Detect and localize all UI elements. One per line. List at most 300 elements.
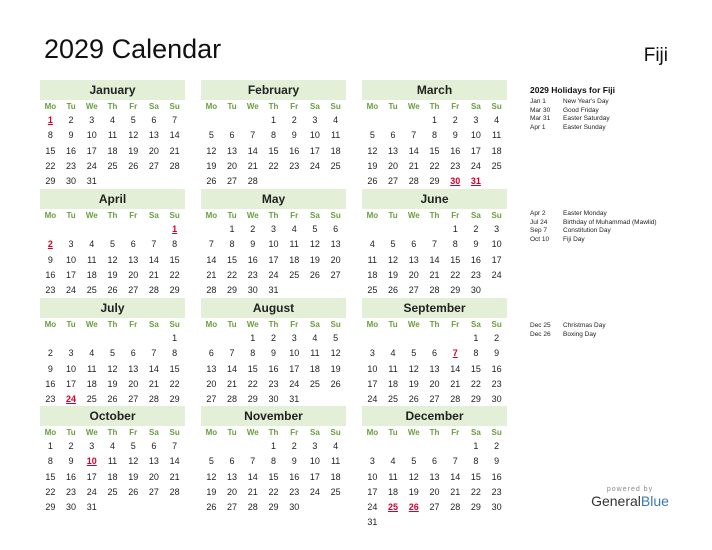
holiday-group [530,98,700,132]
day-cell: 14 [429,254,440,265]
holiday-row [530,115,700,124]
day-cell: 18 [388,378,399,389]
day-cell: 12 [388,254,399,265]
day-cell: 7 [151,348,157,359]
day-cell: 9 [473,239,479,250]
holiday-day: 2 [47,239,53,250]
day-cell: 31 [86,502,97,513]
day-cell: 21 [206,269,217,280]
day-cell: 25 [491,160,502,171]
day-cell: 5 [312,224,318,234]
weekday-label: Sa [471,211,481,220]
day-cell: 10 [470,130,481,141]
day-cell: 4 [390,348,396,359]
day-cell: 26 [408,394,419,405]
day-cell: 7 [452,456,458,467]
day-cell: 28 [450,394,461,405]
day-cell: 29 [45,176,56,187]
day-cell: 4 [109,115,115,125]
day-cell: 3 [369,348,375,359]
day-cell: 9 [291,456,297,467]
day-cell: 19 [128,471,139,482]
day-cell: 27 [408,285,419,296]
day-cell: 26 [388,285,399,296]
day-cell: 21 [148,269,159,280]
day-cell: 31 [367,517,378,528]
day-cell: 27 [227,502,238,513]
month-name: January [40,80,185,100]
day-cell: 28 [227,394,238,405]
day-cell: 22 [268,160,279,171]
day-cell: 24 [86,160,97,171]
day-cell: 3 [312,115,318,125]
day-cell: 14 [169,456,180,467]
day-cell: 9 [68,456,74,467]
day-cell: 1 [250,333,256,343]
holiday-day: 24 [66,394,77,405]
day-cell: 12 [206,471,217,482]
day-cell: 1 [270,441,276,451]
day-cell: 11 [330,130,341,141]
day-cell: 30 [66,176,77,187]
day-cell: 25 [289,269,300,280]
day-cell: 1 [431,115,437,125]
day-cell: 4 [109,441,115,451]
day-cell: 17 [491,254,502,265]
day-cell: 8 [473,456,479,467]
day-cell: 17 [470,145,481,156]
holiday-date: Apr 1 [530,123,546,131]
day-cell: 6 [151,441,157,451]
day-cell: 20 [227,160,238,171]
day-cell: 25 [86,285,97,296]
day-cell: 21 [169,471,180,482]
holiday-date: Mar 31 [530,115,551,122]
day-cell: 27 [330,269,341,280]
day-cell: 8 [270,456,276,467]
empty-day [123,222,144,237]
day-cell: 26 [128,160,139,171]
day-cell: 2 [291,441,297,451]
day-cell: 30 [66,502,77,513]
day-cell: 17 [86,145,97,156]
weekday-label: Fr [129,320,138,329]
day-cell: 7 [250,456,256,467]
day-cell: 7 [250,130,256,141]
weekday-label: Mo [44,211,57,220]
empty-day [144,331,165,346]
day-cell: 13 [128,363,139,374]
month-name: June [362,189,507,209]
day-cell: 16 [45,378,56,389]
day-cell: 22 [470,486,481,497]
day-cell: 5 [369,130,375,141]
day-cell: 27 [148,160,159,171]
day-cell: 2 [473,224,479,234]
month-january [40,80,185,189]
day-cell: 15 [268,145,279,156]
day-cell: 1 [47,441,53,451]
day-cell: 18 [491,145,502,156]
holiday-date: Dec 26 [530,330,551,338]
day-cell: 7 [229,348,235,359]
day-cell: 4 [89,239,95,250]
empty-day [201,222,222,237]
day-cell: 3 [68,348,74,359]
day-cell: 3 [89,441,95,451]
day-cell: 7 [172,441,178,451]
weekday-label: Sa [471,102,481,111]
holiday-row [530,107,700,116]
day-cell: 3 [312,441,318,451]
day-cell: 7 [208,239,214,250]
day-cell: 24 [367,394,378,405]
day-cell: 2 [250,224,256,234]
day-cell: 14 [169,130,180,141]
day-cell: 22 [45,160,56,171]
weekday-label: We [246,320,259,329]
day-cell: 5 [109,239,115,250]
day-cell: 14 [450,363,461,374]
day-cell: 17 [66,269,77,280]
day-cell: 20 [148,471,159,482]
day-cell: 26 [107,285,118,296]
day-cell: 15 [470,363,481,374]
day-cell: 12 [128,456,139,467]
day-cell: 14 [227,363,238,374]
weekday-label: We [246,102,259,111]
day-cell: 23 [45,394,56,405]
day-cell: 20 [429,486,440,497]
weekday-label: Fr [451,211,460,220]
holidays-title: 2029 Holidays for Fiji [530,85,616,95]
day-cell: 11 [107,130,118,141]
day-cell: 3 [494,224,500,234]
month-april [40,189,185,314]
empty-day [61,331,82,346]
day-cell: 24 [86,486,97,497]
day-cell: 28 [169,160,180,171]
day-cell: 6 [411,239,417,250]
holiday-date: Mar 30 [530,106,551,114]
day-cell: 13 [227,145,238,156]
day-cell: 21 [408,160,419,171]
weekday-label: Sa [149,102,159,111]
month-name: July [40,298,185,318]
day-cell: 24 [268,269,279,280]
day-cell: 25 [86,394,97,405]
weekday-label: Th [107,211,118,220]
day-cell: 1 [473,333,479,343]
weekday-label: Mo [205,320,218,329]
holiday-date: Oct 10 [530,235,550,243]
weekday-label: Tu [388,428,398,437]
day-cell: 5 [390,239,396,250]
day-cell: 14 [450,471,461,482]
holiday-day: 25 [388,502,399,513]
weekday-label: We [407,320,420,329]
weekday-label: Tu [227,320,237,329]
day-cell: 11 [107,456,118,467]
brand-logo [588,486,672,509]
day-cell: 29 [450,285,461,296]
weekday-label: Sa [310,102,320,111]
day-cell: 10 [289,348,300,359]
day-cell: 15 [470,471,481,482]
holiday-day: 1 [172,224,178,234]
day-cell: 30 [247,285,258,296]
day-cell: 17 [66,378,77,389]
day-cell: 11 [330,456,341,467]
empty-day [424,439,445,454]
day-cell: 4 [494,115,500,125]
holiday-group [530,210,700,244]
holiday-day: 10 [86,456,97,467]
day-cell: 19 [107,378,118,389]
empty-day [424,222,445,237]
day-cell: 21 [247,160,258,171]
empty-day [383,222,404,237]
weekday-label: Tu [66,211,76,220]
month-july [40,298,185,423]
empty-day [222,439,243,454]
weekday-label: We [246,211,259,220]
day-cell: 28 [247,176,258,187]
day-cell: 10 [268,239,279,250]
empty-day [123,331,144,346]
day-cell: 18 [289,254,300,265]
day-cell: 15 [247,363,258,374]
day-cell: 15 [169,254,180,265]
weekday-label: Sa [149,211,159,220]
empty-day [403,439,424,454]
weekday-label: Sa [149,320,159,329]
day-cell: 16 [491,363,502,374]
day-cell: 10 [309,456,320,467]
holiday-day: 26 [408,502,419,513]
weekday-label: Sa [471,320,481,329]
day-cell: 12 [107,254,118,265]
month-december [362,406,507,531]
weekday-label: Tu [388,211,398,220]
holiday-date: Jul 24 [530,218,548,226]
weekday-label: Mo [366,102,379,111]
day-cell: 7 [411,130,417,141]
holiday-name: Easter Monday [563,210,607,217]
day-cell: 25 [330,160,341,171]
day-cell: 19 [128,145,139,156]
weekday-label: Sa [310,428,320,437]
weekday-label: Fr [129,428,138,437]
empty-day [242,113,263,128]
day-cell: 1 [270,115,276,125]
day-cell: 18 [86,269,97,280]
weekday-label: Th [268,428,279,437]
day-cell: 3 [68,239,74,250]
weekday-label: Fr [290,320,299,329]
day-cell: 8 [473,348,479,359]
day-cell: 25 [107,160,118,171]
day-cell: 29 [429,176,440,187]
weekday-label: Th [268,320,279,329]
day-cell: 5 [208,456,214,467]
weekday-label: Fr [451,102,460,111]
page-title: 2029 Calendar [44,34,222,64]
weekday-label: Su [491,428,502,437]
day-cell: 10 [66,363,77,374]
day-cell: 11 [388,471,398,482]
day-cell: 16 [66,145,77,156]
day-cell: 1 [452,224,458,234]
weekday-label: Su [491,320,502,329]
day-cell: 21 [450,378,461,389]
day-cell: 26 [309,269,320,280]
day-cell: 8 [172,348,178,359]
day-cell: 2 [47,348,53,359]
weekday-label: Su [491,211,502,220]
weekday-label: Fr [129,211,138,220]
day-cell: 9 [291,130,297,141]
day-cell: 13 [148,456,159,467]
month-name: September [362,298,507,318]
holiday-row [530,98,700,107]
day-cell: 28 [247,502,258,513]
day-cell: 11 [87,363,97,374]
holiday-row [530,219,700,228]
day-cell: 21 [169,145,180,156]
month-name: October [40,406,185,426]
day-cell: 26 [206,176,217,187]
day-cell: 25 [388,394,399,405]
day-cell: 13 [227,471,238,482]
day-cell: 12 [128,130,139,141]
day-cell: 6 [130,348,136,359]
weekday-label: Su [169,102,180,111]
day-cell: 31 [86,176,97,187]
weekday-label: Mo [44,320,57,329]
day-cell: 23 [289,160,300,171]
day-cell: 27 [128,285,139,296]
empty-day [424,331,445,346]
day-cell: 16 [470,254,481,265]
day-cell: 8 [47,456,53,467]
day-cell: 18 [309,363,320,374]
weekday-label: Mo [44,428,57,437]
weekday-label: Sa [310,211,320,220]
day-cell: 2 [270,333,276,343]
day-cell: 17 [367,378,378,389]
month-october [40,406,185,515]
day-cell: 5 [411,456,417,467]
day-cell: 18 [107,145,118,156]
weekday-label: Fr [290,102,299,111]
holiday-row [530,210,700,219]
weekday-label: Mo [44,102,57,111]
empty-day [201,113,222,128]
day-cell: 23 [268,378,279,389]
day-cell: 26 [367,176,378,187]
day-cell: 3 [369,456,375,467]
day-cell: 18 [330,145,341,156]
day-cell: 13 [148,130,159,141]
day-cell: 7 [172,115,178,125]
empty-day [201,439,222,454]
weekday-label: We [85,428,98,437]
day-cell: 17 [309,145,320,156]
day-cell: 29 [247,394,258,405]
day-cell: 20 [408,269,419,280]
weekday-label: Fr [290,428,299,437]
day-cell: 6 [229,456,235,467]
weekday-label: Su [169,211,180,220]
day-cell: 13 [388,145,399,156]
month-name: March [362,80,507,100]
day-cell: 10 [367,363,378,374]
day-cell: 15 [45,145,56,156]
day-cell: 4 [312,333,318,343]
day-cell: 25 [330,486,341,497]
day-cell: 27 [388,176,399,187]
month-november [201,406,346,515]
day-cell: 16 [247,254,258,265]
empty-day [144,222,165,237]
empty-day [242,439,263,454]
weekday-label: We [85,211,98,220]
day-cell: 20 [330,254,341,265]
day-cell: 21 [148,378,159,389]
holiday-date: Jan 1 [530,98,546,105]
day-cell: 8 [250,348,256,359]
day-cell: 8 [270,130,276,141]
day-cell: 22 [169,269,180,280]
empty-day [403,222,424,237]
day-cell: 19 [408,486,419,497]
holiday-row [530,322,700,331]
weekday-label: Tu [66,428,76,437]
day-cell: 30 [491,394,502,405]
day-cell: 23 [450,160,461,171]
day-cell: 14 [206,254,217,265]
month-february [201,80,346,189]
weekday-label: Th [268,102,279,111]
day-cell: 2 [68,115,74,125]
day-cell: 2 [452,115,458,125]
day-cell: 6 [390,130,396,141]
day-cell: 1 [473,441,479,451]
weekday-label: Tu [66,320,76,329]
day-cell: 8 [172,239,178,250]
day-cell: 20 [128,378,139,389]
day-cell: 26 [107,394,118,405]
weekday-label: Fr [451,428,460,437]
weekday-label: We [407,211,420,220]
weekday-label: Sa [149,428,159,437]
brand-name: GeneralBlue [591,493,669,509]
day-cell: 25 [309,378,320,389]
weekday-label: Su [169,320,180,329]
day-cell: 22 [429,160,440,171]
day-cell: 19 [206,486,217,497]
holiday-row [530,236,700,245]
empty-day [102,331,123,346]
day-cell: 11 [310,348,320,359]
day-cell: 20 [206,378,217,389]
empty-day [81,222,102,237]
weekday-label: We [246,428,259,437]
empty-day [383,439,404,454]
holiday-day: 7 [452,348,458,359]
day-cell: 16 [66,471,77,482]
